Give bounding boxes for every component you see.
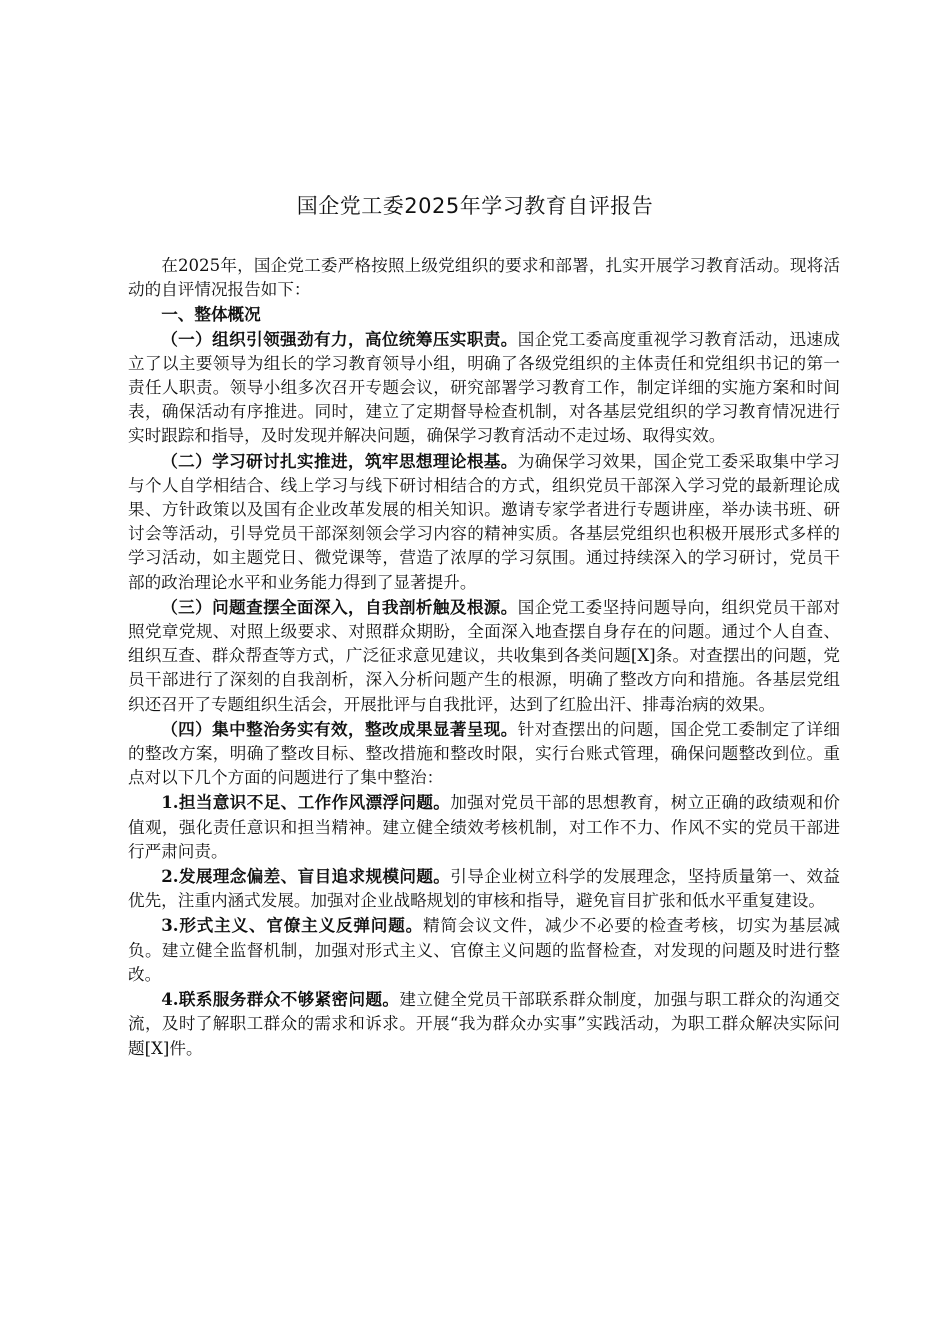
- paragraph-lead: （四）集中整治务实有效，整改成果显著呈现。: [161, 718, 518, 739]
- paragraph-4: [128, 717, 840, 791]
- list-item-text: 引导企业树立科学的发展理念，坚持质量第一、效益优先，注重内涵式发展。加强对企业战略规划的审核和指导，避免盲目扩张和低水平重复建设。: [128, 867, 841, 911]
- document-title: 国企党工委2025年学习教育自评报告: [296, 194, 654, 218]
- paragraph-lead: （三）问题查摆全面深入，自我剖析触及根源。: [161, 596, 518, 617]
- paragraph-text: 国企党工委高度重视学习教育活动，迅速成立了以主要领导为组长的学习教育领导小组，明确了各级党组织的主体责任和党组织书记的第一责任人职责。领导小组多次召开专题会议，研究部署学习教育工作，制定详细的实施方案和时间表，确保活动有序推进。同时，建立了定期督导检查机制，对各基层党组织的学习教育情况进行实时跟踪和指导，及时发现并解决问题，确保学习教育活动不走过场、取得实效。: [128, 329, 840, 446]
- section-heading: 一、整体概况: [161, 304, 261, 325]
- paragraph-text: 针对查摆出的问题，国企党工委制定了详细的整改方案，明确了整改目标、整改措施和整改时限，实行台账式管理，确保问题整改到位。重点对以下几个方面的问题进行了集中整治：: [128, 719, 840, 788]
- paragraph-1: [128, 327, 840, 449]
- list-item-text: 精简会议文件，减少不必要的检查考核，切实为基层减负。建立健全监督机制，加强对形式主义、官僚主义问题的监督检查，对发现的问题及时进行整改。: [128, 916, 840, 984]
- list-item-lead: 1.担当意识不足、工作作风漂浮问题。: [161, 792, 451, 813]
- intro-paragraph: 在2025年，国企党工委严格按照上级党组织的要求和部署，扎实开展学习教育活动。现将活动的自评情况报告如下：: [128, 256, 840, 300]
- document-body: [128, 254, 840, 1061]
- paragraph-text: 国企党工委坚持问题导向，组织党员干部对照党章党规、对照上级要求、对照群众期盼，全面深入地查摆自身存在的问题。通过个人自查、组织互查、群众帮查等方式，广泛征求意见建议，共收集到各类问题[X]条。对查摆出的问题，党员干部进行了深刻的自我剖析，深入分析问题产生的根源，明确了整改方向和措施。各基层党组织还召开了专题组织生活会，开展批评与自我批评，达到了红脸出汗、排毒治病的效果。: [128, 597, 840, 714]
- list-item-3: [128, 913, 840, 987]
- list-item-lead: 3.形式主义、官僚主义反弹问题。: [161, 915, 424, 936]
- list-item-text: 建立健全党员干部联系群众制度，加强与职工群众的沟通交流，及时了解职工群众的需求和诉求。开展“我为群众办实事”实践活动，为职工群众解决实际问题[X]件。: [128, 990, 840, 1058]
- paragraph-text: 为确保学习效果，国企党工委采取集中学习与个人自学相结合、线上学习与线下研讨相结合的方式，组织党员干部深入学习党的最新理论成果、方针政策以及国有企业改革发展的相关知识。邀请专家学者进行专题讲座，举办读书班、研讨会等活动，引导党员干部深刻领会学习内容的精神实质。各基层党组织也积极开展形式多样的学习活动，如主题党日、微党课等，营造了浓厚的学习氛围。通过持续深入的学习研讨，党员干部的政治理论水平和业务能力得到了显著提升。: [128, 451, 840, 592]
- list-item-lead: 4.联系服务群众不够紧密问题。: [161, 989, 400, 1010]
- list-item-1: [128, 790, 840, 864]
- list-item-2: [128, 864, 840, 913]
- list-item-text: 加强对党员干部的思想教育，树立正确的政绩观和价值观，强化责任意识和担当精神。建立健全绩效考核机制，对工作不力、作风不实的党员干部进行严肃问责。: [128, 793, 841, 861]
- paragraph-2: [128, 449, 840, 595]
- list-item-4: [128, 987, 840, 1061]
- paragraph-3: [128, 595, 840, 717]
- list-item-lead: 2.发展理念偏差、盲目追求规模问题。: [161, 866, 451, 887]
- paragraph-lead: （一）组织引领强劲有力，高位统筹压实职责。: [161, 328, 518, 349]
- paragraph-lead: （二）学习研讨扎实推进，筑牢思想理论根基。: [161, 450, 518, 471]
